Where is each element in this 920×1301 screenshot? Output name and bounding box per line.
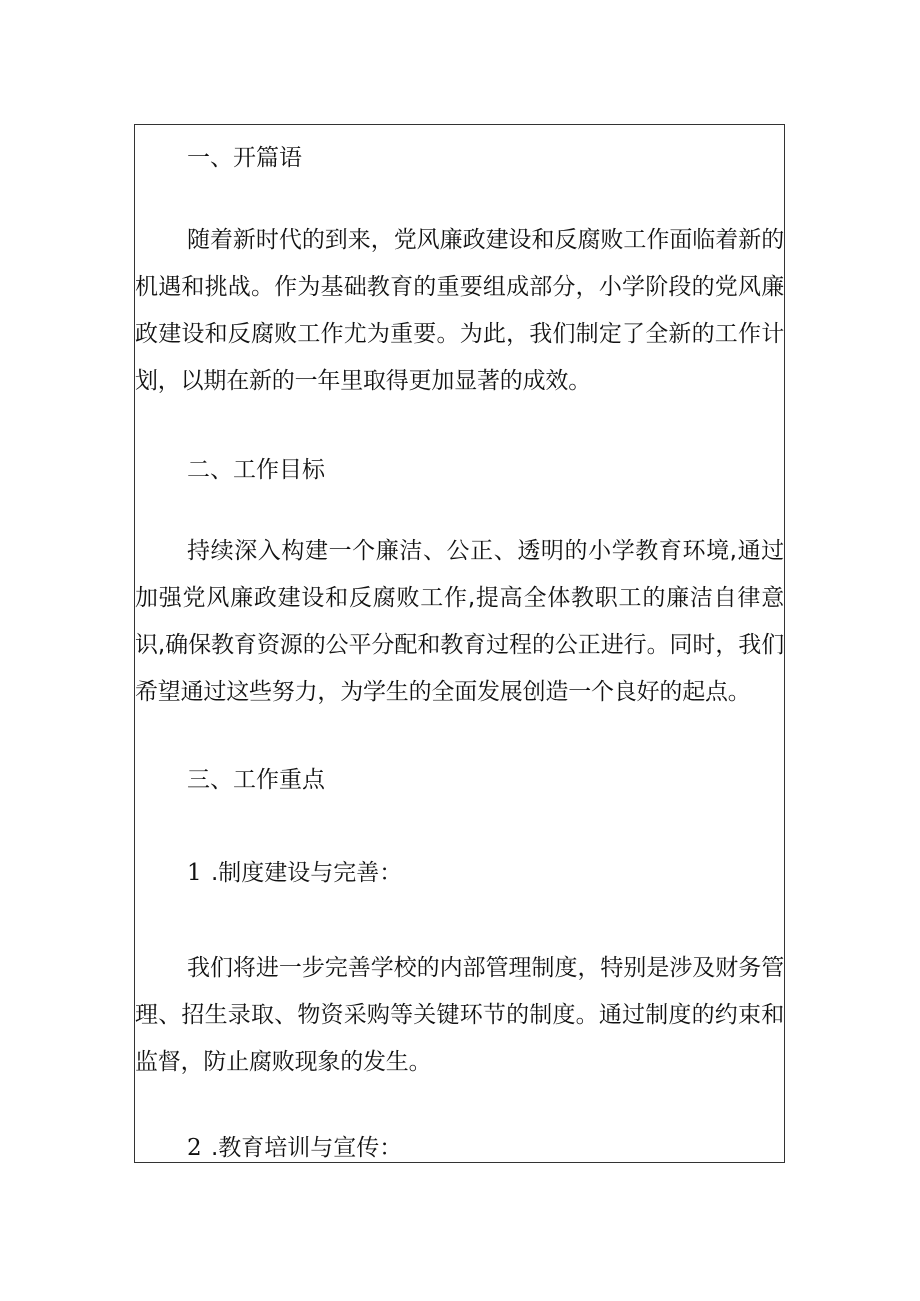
section-heading-text: 一、开篇语 [187,145,302,171]
subheading-item-2 [135,1125,785,1163]
paragraph-item-1: 我们将进一步完善学校的内部管理制度，特别是涉及财务管理、招生录取、物资采购等关键环节的制度。通过制度的约束和监督，防止腐败现象的发生。 [135,955,784,1075]
subheading-item-1 [135,850,785,897]
paragraph-goals: 持续深入构建一个廉洁、公正、透明的小学教育环境,通过加强党风廉政建设和反腐败工作,提高全体教职工的廉洁自律意识,确保教育资源的公平分配和教育过程的公正进行。同时，我们希望通过这些努力，为学生的全面发展创造一个良好的起点。 [135,538,784,705]
item-number: 2 [187,1135,202,1161]
item-number: 1 [187,860,202,886]
section-heading-text: 二、工作目标 [187,457,325,483]
item-title: .教育培训与宣传： [211,1135,403,1161]
section-heading-focus [135,757,785,804]
section-heading-goals [135,447,785,494]
section-heading-text: 三、工作重点 [187,767,325,793]
section-heading-intro [135,135,785,182]
item-title: .制度建设与完善： [211,860,403,886]
paragraph-intro: 随着新时代的到来，党风廉政建设和反腐败工作面临着新的机遇和挑战。作为基础教育的重要组成部分，小学阶段的党风廉政建设和反腐败工作尤为重要。为此，我们制定了全新的工作计划，以期在新的一年里取得更加显著的成效。 [135,227,784,394]
document-frame [134,124,785,1163]
